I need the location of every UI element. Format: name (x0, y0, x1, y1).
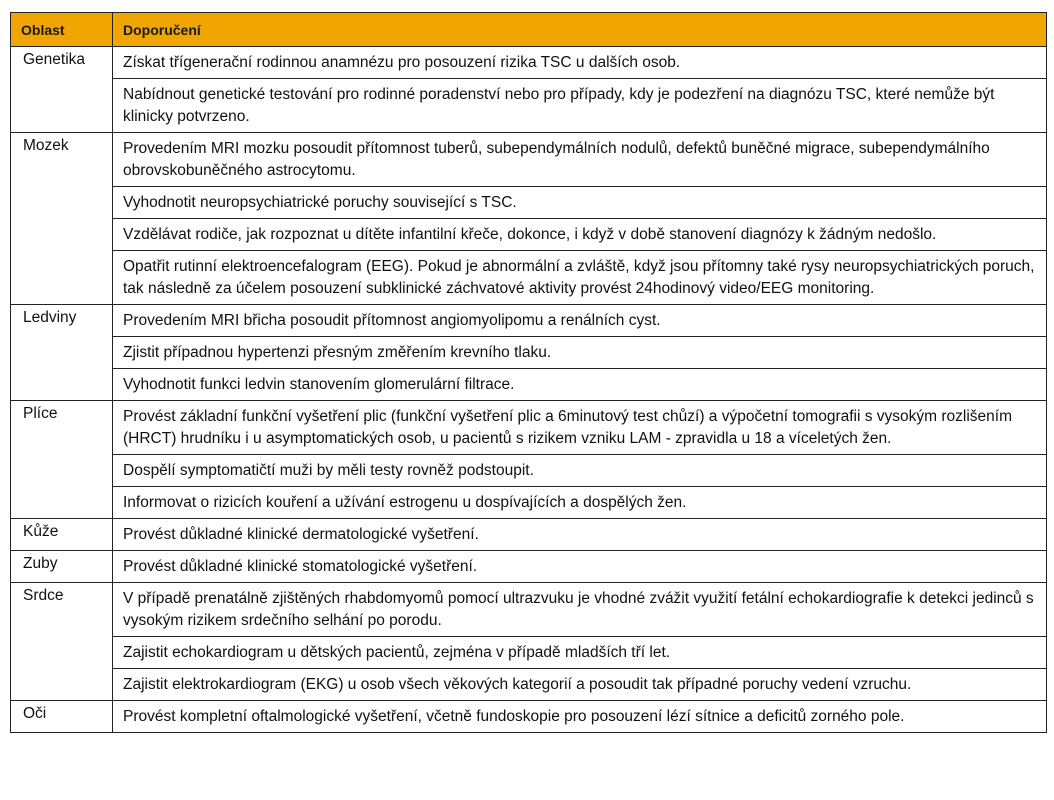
area-cell: Oči (11, 701, 113, 733)
recommendation-cell: Provést důkladné klinické dermatologické vyšetření. (113, 519, 1047, 551)
table-row (11, 369, 1047, 401)
recommendation-cell: Provést základní funkční vyšetření plic (funkční vyšetření plic a 6minutový test chůzí) a výpočetní tomografii s vysokým rozlišením (HRCT) hrudníku i u asymptomatických osob, u pacientů s rizikem vzniku LAM - zpravidla u 18 a víceletých žen. (113, 401, 1047, 455)
recommendation-cell: Dospělí symptomatičtí muži by měli testy rovněž podstoupit. (113, 455, 1047, 487)
table-row (11, 701, 1047, 733)
table-row (11, 251, 1047, 305)
table-row (11, 637, 1047, 669)
area-cell: Plíce (11, 401, 113, 519)
recommendation-cell: Vzdělávat rodiče, jak rozpoznat u dítěte infantilní křeče, dokonce, i když v době stanovení diagnózy k žádným nedošlo. (113, 219, 1047, 251)
table-row (11, 133, 1047, 187)
table-row (11, 519, 1047, 551)
table-row (11, 187, 1047, 219)
recommendation-cell: Vyhodnotit funkci ledvin stanovením glomerulární filtrace. (113, 369, 1047, 401)
table-row (11, 669, 1047, 701)
table-row (11, 337, 1047, 369)
recommendation-cell: Zajistit elektrokardiogram (EKG) u osob všech věkových kategorií a posoudit tak případné poruchy vedení vzruchu. (113, 669, 1047, 701)
header-row (11, 13, 1047, 47)
area-cell: Srdce (11, 583, 113, 701)
area-cell: Genetika (11, 47, 113, 133)
recommendation-cell: Zjistit případnou hypertenzi přesným změřením krevního tlaku. (113, 337, 1047, 369)
recommendation-cell: Získat třígenerační rodinnou anamnézu pro posouzení rizika TSC u dalších osob. (113, 47, 1047, 79)
area-cell: Kůže (11, 519, 113, 551)
table-body (11, 47, 1047, 733)
table-row (11, 583, 1047, 637)
recommendation-cell: Provést důkladné klinické stomatologické vyšetření. (113, 551, 1047, 583)
table-row (11, 219, 1047, 251)
recommendation-cell: Nabídnout genetické testování pro rodinné poradenství nebo pro případy, kdy je podezření na diagnózu TSC, které nemůže být klinicky potvrzeno. (113, 79, 1047, 133)
recommendation-cell: Provést kompletní oftalmologické vyšetření, včetně fundoskopie pro posouzení lézí sítnice a deficitů zorného pole. (113, 701, 1047, 733)
recommendation-cell: Provedením MRI mozku posoudit přítomnost tuberů, subependymálních nodulů, defektů buněčné migrace, subependymálního obrovskobuněčného astrocytomu. (113, 133, 1047, 187)
area-cell: Mozek (11, 133, 113, 305)
table-row (11, 47, 1047, 79)
recommendation-cell: Provedením MRI břicha posoudit přítomnost angiomyolipomu a renálních cyst. (113, 305, 1047, 337)
header-recommendation: Doporučení (113, 13, 1047, 47)
table-row (11, 551, 1047, 583)
area-cell: Ledviny (11, 305, 113, 401)
table-row (11, 79, 1047, 133)
recommendation-cell: Opatřit rutinní elektroencefalogram (EEG). Pokud je abnormální a zvláště, když jsou přítomny také rysy neuropsychiatrických poruch, tak následně za účelem posouzení subklinické záchvatové aktivity provést 24hodinový video/EEG monitoring. (113, 251, 1047, 305)
area-cell: Zuby (11, 551, 113, 583)
table-row (11, 305, 1047, 337)
header-area: Oblast (11, 13, 113, 47)
table-row (11, 487, 1047, 519)
recommendation-cell: Vyhodnotit neuropsychiatrické poruchy související s TSC. (113, 187, 1047, 219)
recommendation-cell: V případě prenatálně zjištěných rhabdomyomů pomocí ultrazvuku je vhodné zvážit využití fetální echokardiografie k detekci jedinců s vysokým rizikem srdečního selhání po porodu. (113, 583, 1047, 637)
recommendations-table (10, 12, 1047, 733)
recommendation-cell: Informovat o rizicích kouření a užívání estrogenu u dospívajících a dospělých žen. (113, 487, 1047, 519)
table-row (11, 455, 1047, 487)
recommendation-cell: Zajistit echokardiogram u dětských pacientů, zejména v případě mladších tří let. (113, 637, 1047, 669)
table-row (11, 401, 1047, 455)
